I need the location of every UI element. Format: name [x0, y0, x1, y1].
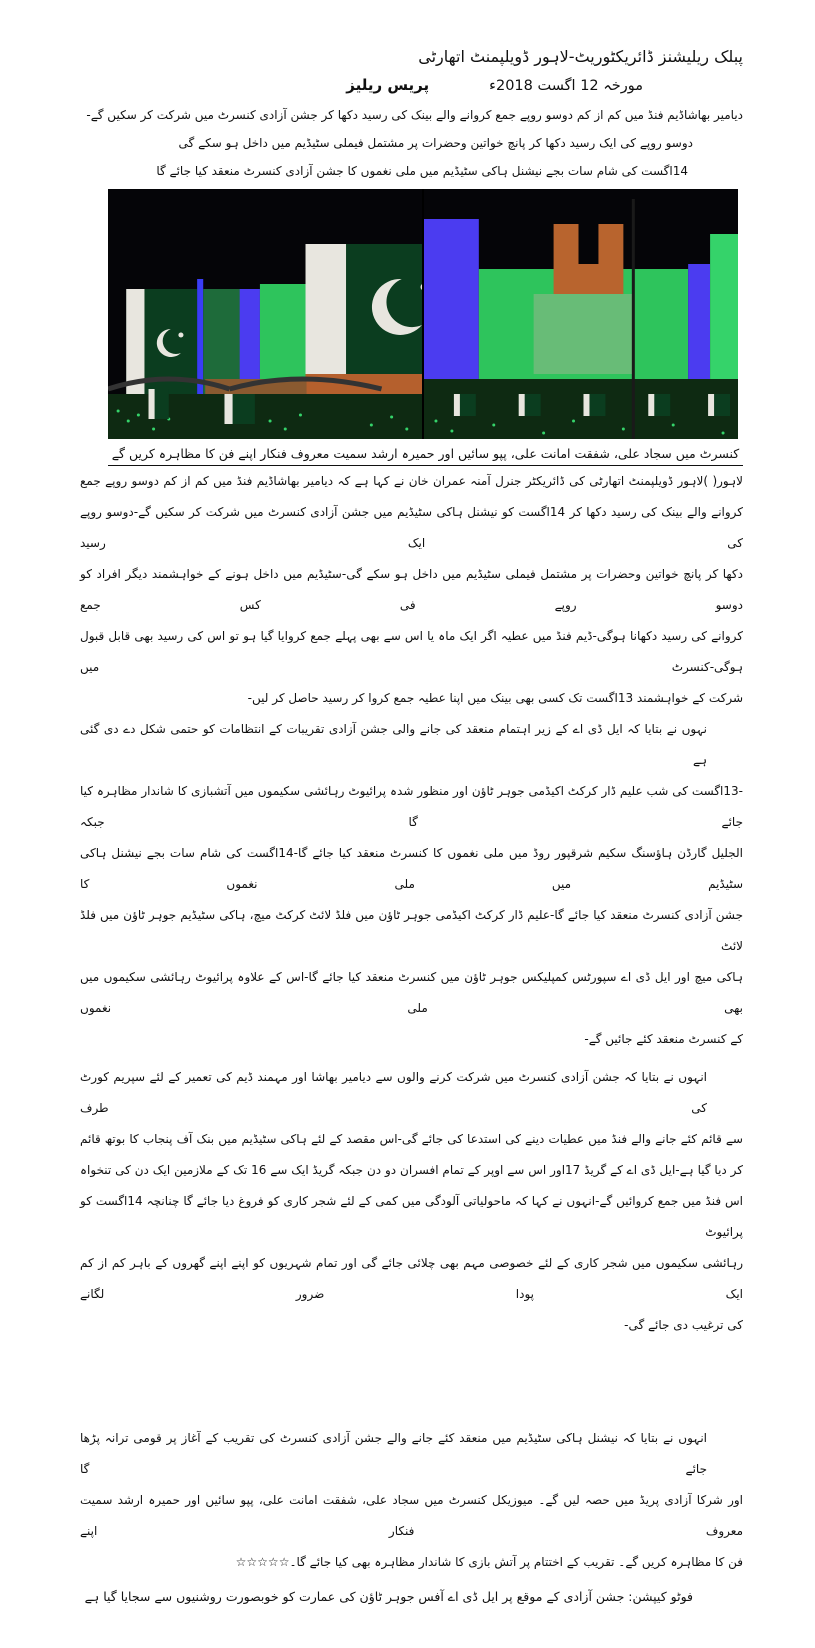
photo-caption: فوٹو کیپشن: جشن آزادی کے موقع پر ایل ڈی اے آفس جوہر ٹاؤن کی عمارت کو خوبصورت روشنیوں سے سجایا گیا ہے [84, 1589, 693, 1604]
body-line: لاہور( )لاہور ڈویلپمنٹ اتھارٹی کی ڈائریکٹر جنرل آمنہ عمران خان نے کہا ہے کہ دیامیر بھاشاڈیم فنڈ میں کم از کم دوسو روپے جمع [80, 474, 743, 488]
headline-2: دوسو روپے کی ایک رسید دکھا کر پانچ خواتین وحضرات پر مشتمل فیملی سٹیڈیم میں داخل ہو سکے گی [178, 136, 693, 150]
body-line: دکھا کر پانچ خواتین وحضرات پر مشتمل فیملی سٹیڈیم میں داخل ہو سکے گی-سٹیڈیم میں داخل ہونے کے خواہشمند دیگر افراد کو دوسو روپے فی کس جمع [80, 567, 743, 612]
body-line: کر دیا گیا ہے-ایل ڈی اے کے گریڈ 17اور اس سے اوپر کے تمام افسران دو دن جبکہ گریڈ ایک سے 16 تک کے ملازمین ایک دن کی تنخواہ [80, 1163, 743, 1177]
body-line: کروانے والے بینک کی رسید دکھا کر 14اگست کو نیشنل ہاکی سٹیڈیم میں جشن آزادی کنسرٹ میں شرکت کر سکیں گے-دوسو روپے کی ایک رسید [80, 505, 743, 550]
body-line: اور شرکا آزادی پریڈ میں حصہ لیں گے۔ میوزیکل کنسرٹ میں سجاد علی، شفقت امانت علی، پپو سائیں اور حمیرہ ارشد سمیت معروف فنکار اپنے [80, 1493, 743, 1538]
body-paragraph-2 [80, 714, 743, 1055]
body-line: انہوں نے بتایا کہ جشن آزادی کنسرٹ میں شرکت کرنے والوں سے دیامیر بھاشا اور مہمند ڈیم کی تعمیر کے لئے سپریم کورٹ کی طرف [80, 1070, 707, 1115]
photo-collage [108, 189, 738, 439]
organization-header: پبلک ریلیشنز ڈائریکٹوریٹ-لاہور ڈویلپمنٹ اتھارٹی [418, 47, 743, 66]
body-line: الجلیل گارڈن ہاؤسنگ سکیم شرقپور روڈ میں ملی نغموں کا کنسرٹ منعقد کیا جائے گا-14اگست کی شام سات بجے نیشنل ہاکی سٹیڈیم میں ملی نغموں کا [80, 846, 743, 891]
body-line: کروانے کی رسید دکھانا ہوگی-ڈیم فنڈ میں عطیہ اگر ایک ماہ یا اس سے بھی پہلے جمع کروایا گیا ہو تو اس کی رسید بھی قابل قبول ہوگی-کنسرٹ میں [80, 629, 743, 674]
body-line: انہوں نے بتایا کہ نیشنل ہاکی سٹیڈیم میں منعقد کئے جانے والے جشن آزادی کنسرٹ کی تقریب کے آغاز پر قومی ترانہ پڑھا جائے گا [80, 1431, 707, 1476]
release-date: مورخہ 12 اگست 2018ء [489, 78, 643, 94]
body-paragraph-4 [80, 1423, 743, 1578]
lda-office-illuminated-photo [424, 189, 738, 439]
subheadline: کنسرٹ میں سجاد علی، شفقت امانت علی، پپو سائیں اور حمیرہ ارشد سمیت معروف فنکار اپنے فن کا مظاہرہ کریں گے [108, 444, 743, 466]
date-title-row [80, 74, 743, 97]
headline-1: دیامیر بھاشاڈیم فنڈ میں کم از کم دوسو روپے جمع کروانے والے بینک کی رسید دکھا کر جشن آزادی کنسرٹ میں شرکت کر سکیں گے- [86, 108, 743, 122]
body-line: رہائشی سکیموں میں شجر کاری کے لئے خصوصی مہم بھی چلائی جائے گی اور تمام شہریوں کو اپنے اپنے گھروں کے باہر کم از کم ایک پودا ضرور لگانے [80, 1256, 743, 1301]
body-line: جشن آزادی کنسرٹ منعقد کیا جائے گا-علیم ڈار کرکٹ اکیڈمی جوہر ٹاؤن میں فلڈ لائٹ کرکٹ میچ، ہاکی سٹیڈیم جوہر ٹاؤن میں فلڈ لائٹ [80, 908, 743, 953]
body-line: اس فنڈ میں جمع کروائیں گے-انہوں نے کہا کہ ماحولیاتی آلودگی میں کمی کے لئے شجر کاری کو فروغ دیا جائے گا چنانچہ 14اگست کو پرائیوٹ [80, 1194, 743, 1239]
headline-3: 14اگست کی شام سات بجے نیشنل ہاکی سٹیڈیم میں ملی نغموں کا جشن آزادی کنسرٹ منعقد کیا جائے گا [156, 164, 688, 178]
body-line: کی ترغیب دی جائے گی- [624, 1318, 743, 1332]
body-paragraph-3 [80, 1062, 743, 1341]
body-line: نہوں نے بتایا کہ ایل ڈی اے کے زیر اہتمام منعقد کی جانے والی جشن آزادی تقریبات کے انتظامات کو حتمی شکل دے دی گئی ہے [80, 722, 707, 767]
body-line: -13اگست کی شب علیم ڈار کرکٹ اکیڈمی جوہر ٹاؤن اور منظور شدہ پرائیوٹ رہائشی سکیموں میں آتشبازی کا شاندار مظاہرہ کیا جائے گا جبکہ [80, 784, 743, 829]
illuminated-building-with-flags-photo [108, 189, 422, 439]
body-paragraph-1 [80, 466, 743, 714]
body-line: کے کنسرٹ منعقد کئے جائیں گے- [584, 1032, 743, 1046]
body-line: فن کا مظاہرہ کریں گے۔ تقریب کے اختتام پر آتش بازی کا شاندار مظاہرہ بھی کیا جائے گا۔☆☆☆☆☆ [235, 1555, 743, 1569]
body-line: ہاکی میچ اور ایل ڈی اے سپورٹس کمپلیکس جوہر ٹاؤن میں کنسرٹ منعقد کیا جائے گا-اس کے علاوہ پرائیوٹ رہائشی سکیموں میں بھی ملی نغموں [80, 970, 743, 1015]
body-line: شرکت کے خواہشمند 13اگست تک کسی بھی بینک میں اپنا عطیہ جمع کروا کر رسید حاصل کر لیں- [247, 691, 743, 705]
body-line: سے قائم کئے جانے والے فنڈ میں عطیات دینے کی استدعا کی جائے گی-اس مقصد کے لئے ہاکی سٹیڈیم میں بنک آف پنجاب کا بوتھ قائم [80, 1132, 743, 1146]
document-title: پریس ریلیز [346, 76, 430, 94]
